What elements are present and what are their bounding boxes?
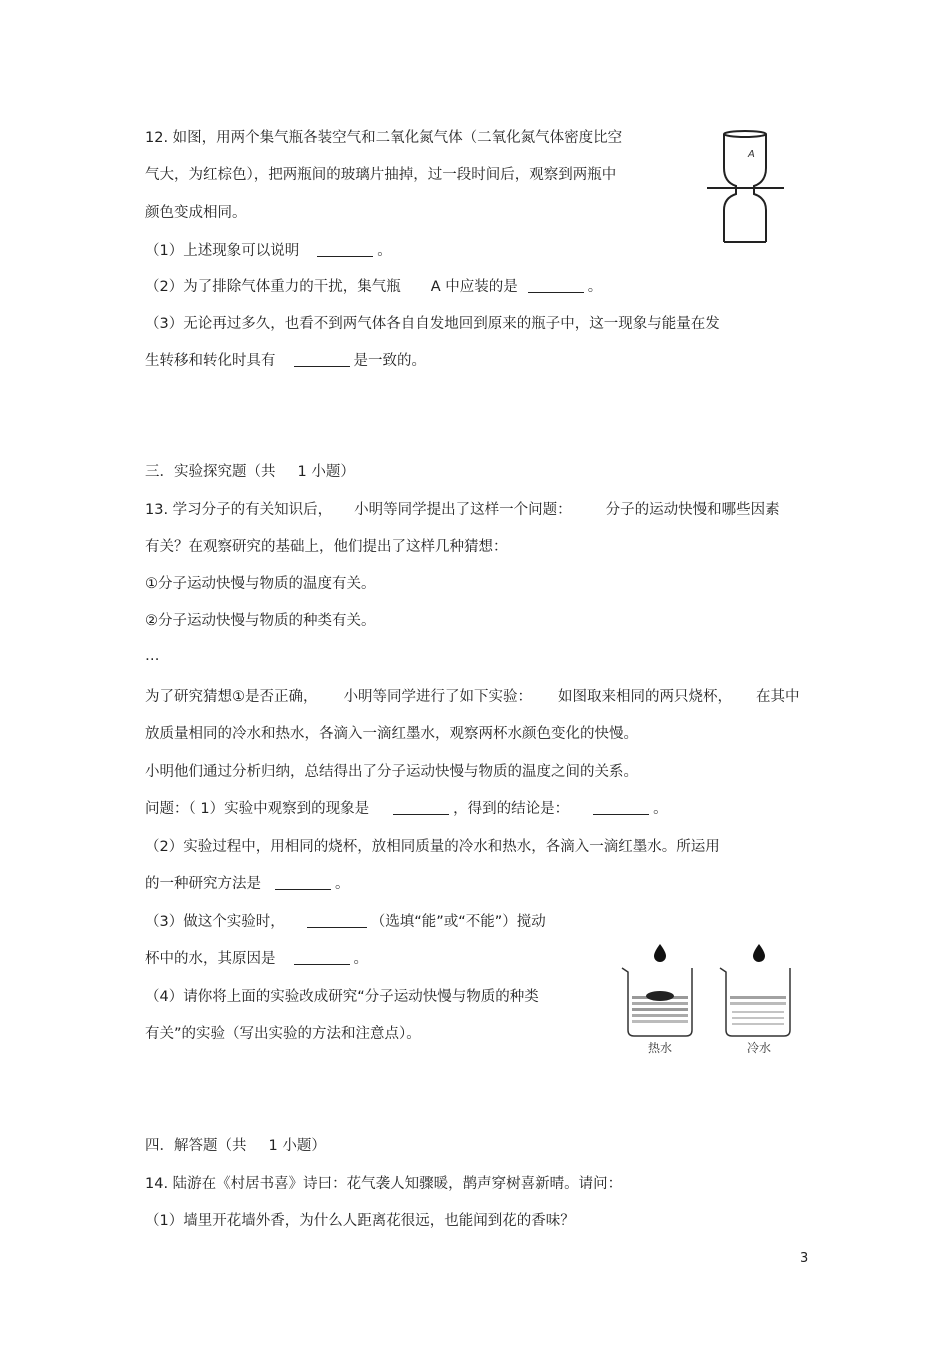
answer-blank	[275, 875, 331, 890]
answer-blank	[317, 242, 373, 257]
q13-line-1	[145, 500, 780, 520]
q13-sub-3-a: （3）做这个实验时，	[145, 914, 285, 930]
q12-line-3: 颜色变成相同。	[145, 205, 247, 221]
q13-para-2: 放质量相同的冷水和热水，各滴入一滴红墨水，观察两杯水颜色变化的快慢。	[145, 726, 638, 742]
answer-blank	[294, 352, 350, 367]
punct: 。	[377, 243, 392, 259]
q13-para-1	[145, 687, 800, 707]
cold-water-label: 冷水	[747, 1041, 772, 1055]
q13-para-3: 小明他们通过分析归纳，总结得出了分子运动快慢与物质的温度之间的关系。	[145, 764, 638, 780]
q13-sub-3c	[145, 949, 368, 969]
q12-line-2: 气大，为红棕色），把两瓶间的玻璃片抽掉，过一段时间后，观察到两瓶中	[145, 167, 617, 183]
q13-sub-4: （4）请你将上面的实验改成研究“分子运动快慢与物质的种类	[145, 989, 539, 1005]
q12-sub-1-text: （1）上述现象可以说明	[145, 243, 300, 259]
q13-line-2: 有关？在观察研究的基础上，他们提出了这样几种猜想：	[145, 539, 508, 555]
q12-sub-2-text-b: A 中应装的是	[430, 279, 518, 295]
q12-sub-3b-end: 是一致的。	[353, 353, 426, 369]
section-4-title	[145, 1136, 326, 1156]
q13-sub-2: （2）实验过程中，用相同的烧杯，放相同质量的冷水和热水，各滴入一滴红墨水。所运用	[145, 839, 720, 855]
q12-sub-3b-text: 生转移和转化时具有	[145, 353, 276, 369]
ink-drop-icon	[654, 944, 666, 962]
section-4-title-text: 四．解答题（共	[145, 1138, 247, 1154]
q14-line-1: 14. 陆游在《村居书喜》诗曰：花气袭人知骤暖，鹊声穿树喜新晴。请问：	[145, 1176, 623, 1192]
answer-blank	[393, 800, 449, 815]
q13-sub-3	[145, 912, 546, 932]
q13-guess-2: ②分子运动快慢与物质的种类有关。	[145, 613, 376, 629]
punct: 。	[335, 876, 350, 892]
q13-sub-4b: 有关”的实验（写出实验的方法和注意点）。	[145, 1026, 421, 1042]
answer-blank	[307, 913, 367, 928]
section-3-title-text: 三．实验探究题（共	[145, 464, 276, 480]
section-3-title	[145, 462, 355, 482]
q13-question-1	[145, 799, 668, 819]
answer-blank	[593, 800, 649, 815]
page-number: 3	[800, 1251, 809, 1266]
q12-sub-1	[145, 241, 392, 261]
q13-sub-2b-text: 的一种研究方法是	[145, 876, 261, 892]
q13-sub-3c-text: 杯中的水，其原因是	[145, 951, 276, 967]
section-4-count: 1 小题）	[268, 1138, 326, 1154]
q13-line-1-b: 小明等同学提出了这样一个问题：	[354, 502, 572, 518]
q12-sub-3b	[145, 351, 426, 371]
punct: 。	[353, 951, 368, 967]
q13-ellipsis: …	[145, 648, 160, 664]
q13-para-1-b: 小明等同学进行了如下实验：	[343, 689, 532, 705]
punct: 。	[653, 801, 668, 817]
q13-line-1-a: 13. 学习分子的有关知识后，	[145, 502, 333, 518]
q13-question-1-a: 问题：（ 1）实验中观察到的现象是	[145, 801, 370, 817]
beakers-figure	[614, 938, 796, 1056]
q12-sub-2-text-a: （2）为了排除气体重力的干扰，集气瓶	[145, 279, 401, 295]
q13-sub-3-b: （选填“能”或“不能”）搅动	[370, 914, 546, 930]
answer-blank	[528, 278, 584, 293]
figure-label-a: A	[748, 149, 755, 160]
q13-para-1-c: 如图取来相同的两只烧杯，	[558, 689, 732, 705]
gas-jars-figure	[704, 128, 786, 250]
hot-water-label: 热水	[648, 1041, 673, 1055]
q13-para-1-d: 在其中	[756, 689, 800, 705]
q12-line-1: 12. 如图，用两个集气瓶各装空气和二氧化氮气体（二氧化氮气体密度比空	[145, 130, 623, 146]
q14-sub-1: （1）墙里开花墙外香，为什么人距离花很远，也能闻到花的香味？	[145, 1213, 575, 1229]
ink-drop-icon	[753, 944, 765, 962]
q12-sub-3: （3）无论再过多久，也看不到两气体各自自发地回到原来的瓶子中，这一现象与能量在发	[145, 316, 720, 332]
q13-question-1-b: ，得到的结论是：	[453, 801, 570, 817]
q13-para-1-a: 为了研究猜想①是否正确，	[145, 689, 318, 705]
q13-line-1-c: 分子的运动快慢和哪些因素	[605, 502, 780, 518]
q13-sub-2b	[145, 874, 350, 894]
q13-guess-1: ①分子运动快慢与物质的温度有关。	[145, 576, 376, 592]
section-3-count: 1 小题）	[297, 464, 355, 480]
q12-sub-2	[145, 277, 602, 297]
answer-blank	[294, 950, 350, 965]
punct: 。	[587, 279, 603, 295]
